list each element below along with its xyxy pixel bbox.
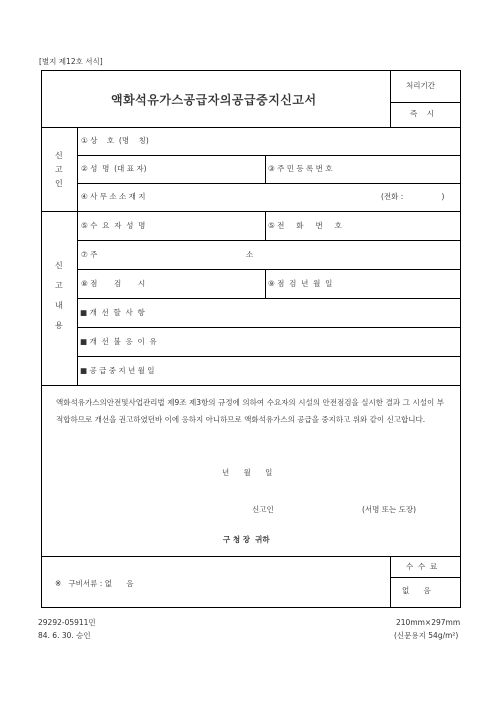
divider	[41, 385, 461, 386]
divider	[77, 269, 461, 270]
addressee: 구 청 장 귀하	[223, 535, 270, 544]
content-section-char: 내	[55, 301, 63, 310]
trade-name-label: ① 상 호 (명 칭)	[81, 136, 149, 145]
divider	[265, 211, 266, 240]
divider	[77, 240, 461, 241]
divider	[41, 556, 390, 557]
divider	[265, 155, 266, 183]
divider	[77, 356, 461, 357]
address-label: ⑦ 주	[81, 250, 98, 259]
reporter-section-char: 인	[55, 179, 63, 188]
supply-stop-date-label: ■ 공 급 중 지 년 월 일	[80, 366, 155, 375]
divider	[265, 269, 266, 298]
divider	[390, 70, 391, 127]
phone-number-label: ⑤ 전 화 번 호	[268, 221, 342, 230]
signature-note: (서명 또는 도장)	[362, 505, 417, 514]
content-section-char: 고	[55, 281, 63, 290]
non-compliance-reason-label: ■ 개 선 불 응 이 유	[80, 337, 157, 346]
divider	[390, 556, 391, 608]
phone-field: (전화 : )	[381, 192, 445, 201]
resident-number-label: ③ 주 민 등 록 번 호	[268, 164, 333, 173]
divider	[77, 155, 461, 156]
divider	[77, 127, 78, 385]
paper-size: 210mm×297mm	[396, 618, 461, 627]
divider	[77, 327, 461, 328]
content-section-char: 신	[55, 261, 63, 270]
reporter-section-char: 신	[55, 151, 63, 160]
divider	[41, 127, 461, 128]
fee-value: 없 음	[402, 586, 431, 595]
office-address-label: ④ 사 무 소 소 재 지	[81, 192, 146, 201]
customer-name-label: ⑤ 수 요 자 성 명	[81, 221, 146, 230]
representative-name-label: ② 성 명 (대 표 자)	[81, 164, 147, 173]
inspection-date-label: ⑨ 점 검 년 월 일	[268, 279, 333, 288]
required-documents: ※ 구비서류 : 없 음	[55, 579, 134, 588]
divider	[77, 298, 461, 299]
divider	[390, 102, 461, 103]
inspection-label: ⑧ 점 검 시	[81, 279, 146, 288]
processing-period-label: 처리기간	[406, 81, 435, 90]
content-section-char: 용	[55, 321, 63, 330]
reporter-signer: 신고인	[252, 505, 274, 514]
form-code: 29292-05911민	[38, 618, 96, 627]
divider	[390, 556, 461, 557]
report-date: 년 월 일	[222, 468, 273, 477]
form-number-label: [별지 제12호 서식]	[39, 57, 103, 66]
address-label-end: 소	[246, 250, 254, 259]
divider	[390, 577, 461, 578]
divider	[77, 183, 461, 184]
form-title: 액화석유가스공급자의공급중지신고서	[111, 93, 317, 107]
fee-label: 수 수 료	[406, 562, 438, 571]
improvement-items-label: ■ 개 선 할 사 항	[80, 308, 145, 317]
paper-type: (신문용지 54g/m²)	[394, 631, 459, 640]
divider	[41, 211, 461, 212]
approval-date: 84. 6. 30. 승인	[38, 631, 91, 640]
processing-period-value: 즉 시	[410, 109, 435, 118]
reporter-section-char: 고	[55, 165, 63, 174]
declaration-text: 액화석유가스의안전및사업관리법 제9조 제3항의 규정에 의하여 수요자의 시설의 안전점검을 실시한 결과 그 시설이 부적합하므로 개선을 권고하였던바 이에 응하지 아니하므로 액화석유가스의 공급을 중지하고 위와 같이 신고합니다.	[56, 398, 444, 424]
